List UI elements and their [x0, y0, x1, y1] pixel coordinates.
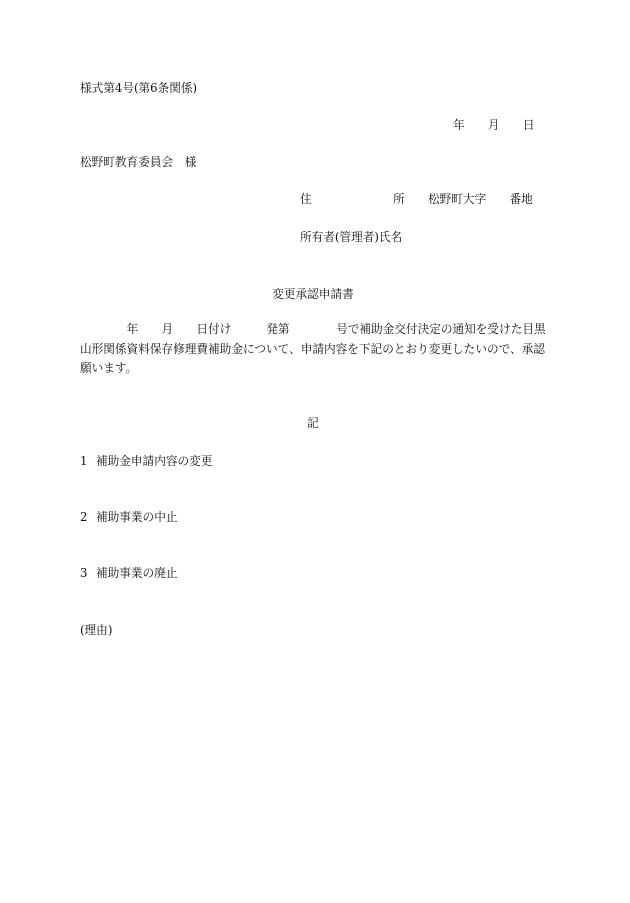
item-label: 補助事業の廃止 — [96, 566, 178, 580]
body-text-line: 山形関係資料保存修理費補助金について、申請内容を下記のとおり変更したいので、承認 — [80, 342, 545, 356]
ki-heading: 記 — [307, 416, 319, 430]
item-label: 補助金申請内容の変更 — [96, 454, 213, 468]
form-number: 様式第4号(第6条関係) — [80, 81, 198, 95]
document-title: 変更承認申請書 — [272, 287, 354, 301]
item-label: 補助事業の中止 — [96, 510, 178, 524]
date-line: 年 月 日 — [453, 118, 535, 132]
item-number: 1 — [80, 454, 88, 468]
address-label: 住 所 — [300, 192, 405, 206]
address-value: 松野町大字 番地 — [428, 192, 533, 206]
reason-label: (理由) — [80, 623, 113, 637]
body-text-line: 願います。 — [80, 361, 138, 375]
recipient: 松野町教育委員会 様 — [80, 155, 197, 169]
item-number: 3 — [80, 566, 88, 580]
item-number: 2 — [80, 510, 88, 524]
owner-name-label: 所有者(管理者)氏名 — [300, 230, 403, 244]
body-text-line: 年 月 日付け 発第 号で補助金交付決定の通知を受けた目黒 — [80, 322, 546, 336]
